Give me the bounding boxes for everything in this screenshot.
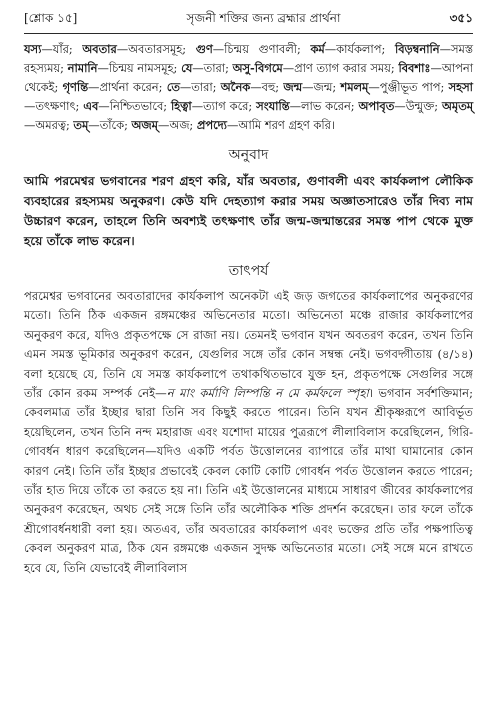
synonym-meaning: উন্মুক্ত; [405, 99, 439, 113]
synonym-entry: গুণ—চিন্ময় গুণাবলী; [195, 42, 301, 56]
synonym-meaning: প্রাণ ত্যাগ করার সময়; [294, 61, 395, 75]
synonym-entry: বিড়ম্বনানি—সমস্ত রহস্যময়; [24, 42, 473, 75]
synonym-word: গুণ [195, 42, 213, 56]
synonym-entry: শমলম্—পুঞ্জীভূত পাপ; [340, 80, 445, 94]
synonym-word: প্রপদ্যে [196, 118, 227, 132]
synonym-word: যস্য [24, 42, 42, 56]
synonym-entry: জন্ম—জন্ম; [283, 80, 337, 94]
synonym-word: হিত্বা [171, 99, 192, 113]
synonym-word: এব [83, 99, 99, 113]
synonym-entry: সহসা—তৎক্ষণাৎ; [24, 80, 473, 113]
synonym-entry: অসু-বিগমে—প্রাণ ত্যাগ করার সময়; [232, 61, 395, 75]
synonym-entry: অপাবৃত—উন্মুক্ত; [358, 99, 439, 113]
synonym-word: বিবশাঃ [398, 61, 431, 75]
synonym-meaning: অবতারসমূহ; [128, 42, 187, 56]
synonym-entry: গৃণন্তি—প্রার্থনা করেন; [62, 80, 163, 94]
synonym-meaning: বহু; [261, 80, 280, 94]
chapter-title: সৃজনী শক্তির জন্য ব্রহ্মার প্রার্থনা [186, 11, 341, 25]
synonym-entry: অজম্—অজ; [131, 118, 194, 132]
synonym-word: সংযান্তি [256, 99, 290, 113]
synonym-entry: সংযান্তি—লাভ করেন; [256, 99, 355, 113]
running-header [24, 10, 473, 34]
synonym-word: নামানি [67, 61, 98, 75]
synonym-meaning: সমস্ত রহস্যময়; [24, 42, 473, 75]
synonym-word: অমৃতম্ [442, 99, 474, 113]
synonym-word: শমলম্ [340, 80, 369, 94]
synonym-entry: তে—তারা; [166, 80, 217, 94]
synonym-entry: কর্ম—কার্যকলাপ; [310, 42, 386, 56]
synonym-word: অবতার [82, 42, 117, 56]
synonym-word: অজম্ [131, 118, 158, 132]
synonym-meaning: ত্যাগ করে; [203, 99, 253, 113]
synonym-entry: নামানি—চিন্ময় নামসমূহ; [67, 61, 178, 75]
synonym-word: বিড়ম্বনানি [394, 42, 440, 56]
synonym-meaning: তারা; [191, 80, 217, 94]
synonym-entry: যে—তারা; [181, 61, 229, 75]
gita-verse-quote: ন মাং কর্মাণি লিম্পন্তি ন মে কর্মফলে স্পৃহা [166, 386, 369, 401]
synonym-meaning: প্রার্থনা করেন; [99, 80, 163, 94]
synonym-meaning: যাঁর; [52, 42, 73, 56]
synonym-meaning: কার্যকলাপ; [336, 42, 386, 56]
synonym-meaning: আপনা থেকেই; [24, 61, 474, 94]
synonym-word: কর্ম [310, 42, 325, 56]
synonym-word: গৃণন্তি [62, 80, 89, 94]
synonym-meaning: লাভ করেন; [300, 99, 355, 113]
synonym-entry: প্রপদ্যে—আমি শরণ গ্রহণ করি। [196, 118, 335, 132]
purport-part-2: । ভগবান সর্বশক্তিমান; কেবলমাত্র তাঁর ইচ্ছার দ্বারা তিনি সব কিছুই করতে পারেন। তিনি যখন শ্রীকৃষ্ণরূপে আবির্ভূত হয়েছিলেন, তখন তিনি নন্দ মহারাজ এবং যশোদা মায়ের পুত্ররূপে লীলাবিলাস করেছিলেন, গিরি-গোবর্ধন ধারণ করেছিলেন—যদিও একটি পর্বত উত্তোলনের ব্যাপারে তাঁর মাথা ঘামানোর কোন কারণ নেই। তিনি তাঁর ইচ্ছার প্রভাবেই কেবল কোটি কোটি গোবর্ধন পর্বত উত্তোলন করতে পারেন; তাঁর হাত দিয়ে তাঁকে তা করতে হয় না। তিনি এই উত্তোলনের মাধ্যমে সাধারণ জীবের কার্যকলাপের অনুকরণ করেছেন, অথচ সেই সঙ্গে তিনি তাঁর অলৌকিক শক্তি প্রদর্শন করেছেন। তার ফলে তাঁকে শ্রীগোবর্ধনধারী বলা হয়। অতএব, তাঁর অবতারের কার্যকলাপ এবং ভক্তের প্রতি তাঁর পক্ষপাতিত্ব কেবল অনুকরণ মাত্র, ঠিক যেন রঙ্গমঞ্চে একজন সুদক্ষ অভিনেতার মতো। সেই সঙ্গে মনে রাখতে হবে যে, তিনি যেভাবেই লীলাবিলাস [24, 386, 473, 575]
synonym-word: তে [166, 80, 180, 94]
page-number: ৩৫১ [449, 11, 473, 25]
synonym-meaning: তাঁকে; [99, 118, 128, 132]
synonym-meaning: চিন্ময় গুণাবলী; [224, 42, 301, 56]
synonym-word: যে [181, 61, 193, 75]
translation-text: আমি পরমেশ্বর ভগবানের শরণ গ্রহণ করি, যাঁর অবতার, গুণাবলী এবং কার্যকলাপ লৌকিক ব্যবহারের রহস্যময় অনুকরণ। কেউ যদি দেহত্যাগ করার সময় অজ্ঞাতসারেও তাঁর দিব্য নাম উচ্চারণ করেন, তাহলে তিনি অবশ্যই তৎক্ষণাৎ তাঁর জন্ম-জন্মান্তরের সমস্ত পাপ থেকে মুক্ত হয়ে তাঁকে লাভ করেন। [24, 174, 473, 248]
synonym-meaning: তৎক্ষণাৎ; [35, 99, 80, 113]
synonym-entry: হিত্বা—ত্যাগ করে; [171, 99, 253, 113]
verse-reference: [শ্লোক ১৫] [24, 11, 78, 25]
translation-heading: অনুবাদ [228, 147, 269, 163]
synonym-word: অনৈক [220, 80, 251, 94]
purport-text [24, 287, 473, 578]
synonym-entry: বিবশাঃ—আপনা থেকেই; [24, 61, 474, 94]
synonym-meaning: চিন্ময় নামসমূহ; [108, 61, 178, 75]
synonym-entry: তম্—তাঁকে; [73, 118, 128, 132]
synonym-word: অপাবৃত [358, 99, 395, 113]
synonym-meaning: নিশ্চিতভাবে; [109, 99, 168, 113]
purport-heading: তাৎপর্য [228, 263, 269, 279]
synonym-word: জন্ম [283, 80, 303, 94]
synonym-meaning: অমরত্ব; [35, 118, 70, 132]
synonym-entry: এব—নিশ্চিতভাবে; [83, 99, 168, 113]
synonym-meaning: অজ; [169, 118, 194, 132]
word-for-word-synonyms [24, 40, 473, 135]
synonym-word: অসু-বিগমে [232, 61, 283, 75]
synonym-word: সহসা [448, 80, 473, 94]
synonym-meaning: জন্ম; [313, 80, 337, 94]
synonym-entry: অনৈক—বহু; [220, 80, 280, 94]
synonym-meaning: আমি শরণ গ্রহণ করি। [238, 118, 335, 132]
synonym-entry: অবতার—অবতারসমূহ; [82, 42, 187, 56]
synonym-word: তম্ [73, 118, 89, 132]
synonym-meaning: তারা; [203, 61, 229, 75]
purport-part-1: পরমেশ্বর ভগবানের অবতারাদের কার্যকলাপ অনেকটা এই জড় জগতের কার্যকলাপের অনুকরণের মতো। তিনি ঠিক একজন রঙ্গমঞ্চের অভিনেতার মতো। অভিনেতা মঞ্চে রাজার কার্যকলাপের অনুকরণ করে, যদিও প্রকৃতপক্ষে সে রাজা নয়। তেমনই ভগবান যখন অবতরণ করেন, তখন তিনি এমন সমস্ত ভূমিকার অনুকরণ করেন, যেগুলির সঙ্গে তাঁর কোন সম্বন্ধ নেই। ভগবদ্গীতায় (৪/১৪) বলা হয়েছে যে, তিনি যে সমস্ত কার্যকলাপে তথাকথিতভাবে যুক্ত হন, প্রকৃতপক্ষে সেগুলির সঙ্গে তাঁর কোন রকম সম্পর্ক নেই— [24, 289, 473, 401]
synonym-entry: যস্য—যাঁর; [24, 42, 73, 56]
synonym-entry: অমৃতম্—অমরত্ব; [24, 99, 474, 132]
synonym-meaning: পুঞ্জীভূত পাপ; [379, 80, 445, 94]
